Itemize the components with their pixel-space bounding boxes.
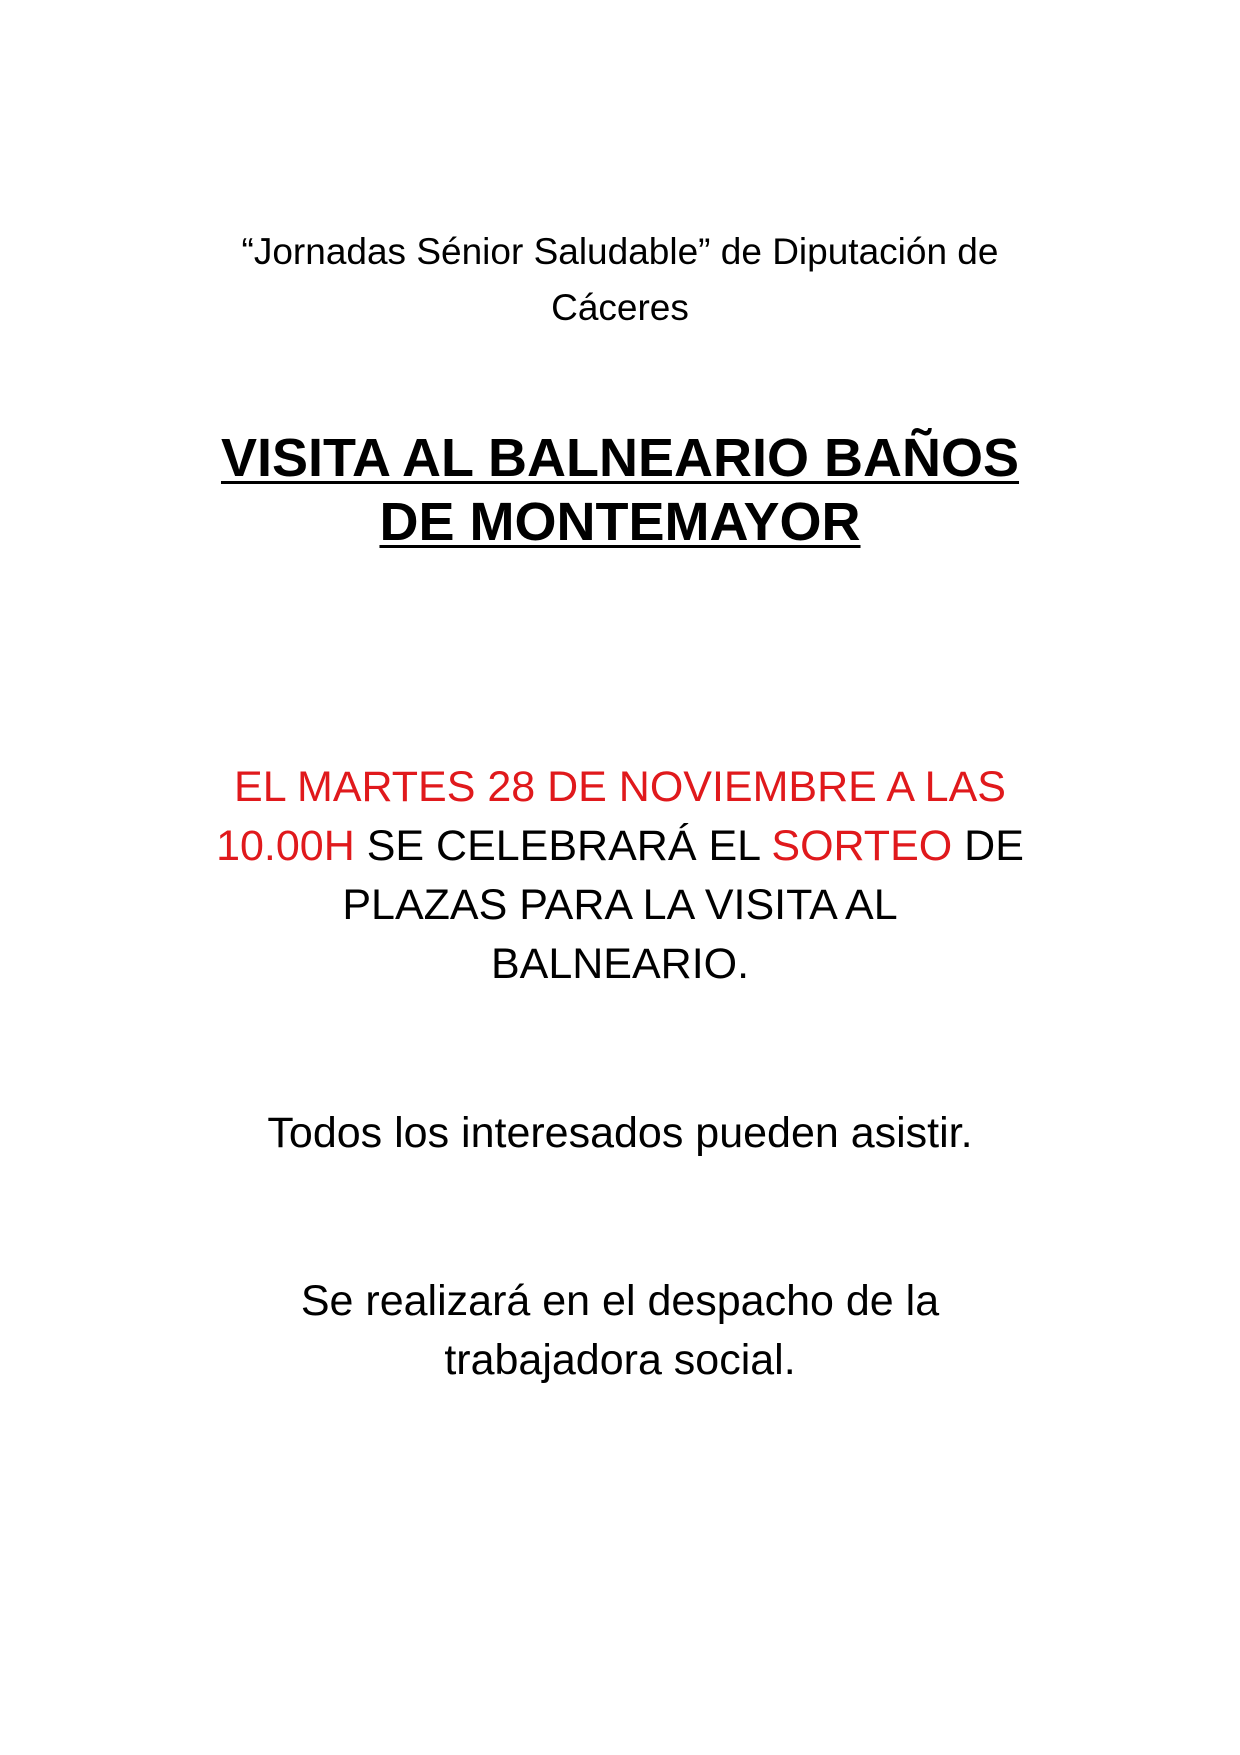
event-series-subtitle — [160, 224, 1080, 336]
title-line-2: DE MONTEMAYOR — [379, 492, 861, 552]
title-line-1: VISITA AL BALNEARIO BAÑOS — [220, 428, 1020, 488]
location-line-1: Se realizará en el despacho de la — [300, 1277, 940, 1325]
attendance-text: Todos los interesados pueden asistir. — [267, 1109, 973, 1157]
announcement-line-3: PLAZAS PARA LA VISITA AL — [342, 881, 898, 929]
subtitle-line-2: Cáceres — [551, 287, 689, 328]
announcement-date-line: EL MARTES 28 DE NOVIEMBRE A LAS — [234, 763, 1006, 811]
page-title — [160, 426, 1080, 554]
attendance-note — [160, 1104, 1080, 1163]
subtitle-line-1: “Jornadas Sénior Saludable” de Diputación de — [241, 231, 999, 272]
announcement-time: 10.00H — [216, 822, 355, 870]
announcement-text-a: SE CELEBRARÁ EL — [354, 822, 772, 870]
announcement-line-2 — [160, 817, 1080, 876]
announcement-line-4: BALNEARIO. — [490, 940, 750, 988]
location-line-2: trabajadora social. — [444, 1336, 796, 1384]
draw-announcement — [160, 758, 1080, 994]
announcement-draw-word: SORTEO — [771, 822, 953, 870]
announcement-text-b: DE — [952, 822, 1024, 870]
location-note — [160, 1272, 1080, 1390]
